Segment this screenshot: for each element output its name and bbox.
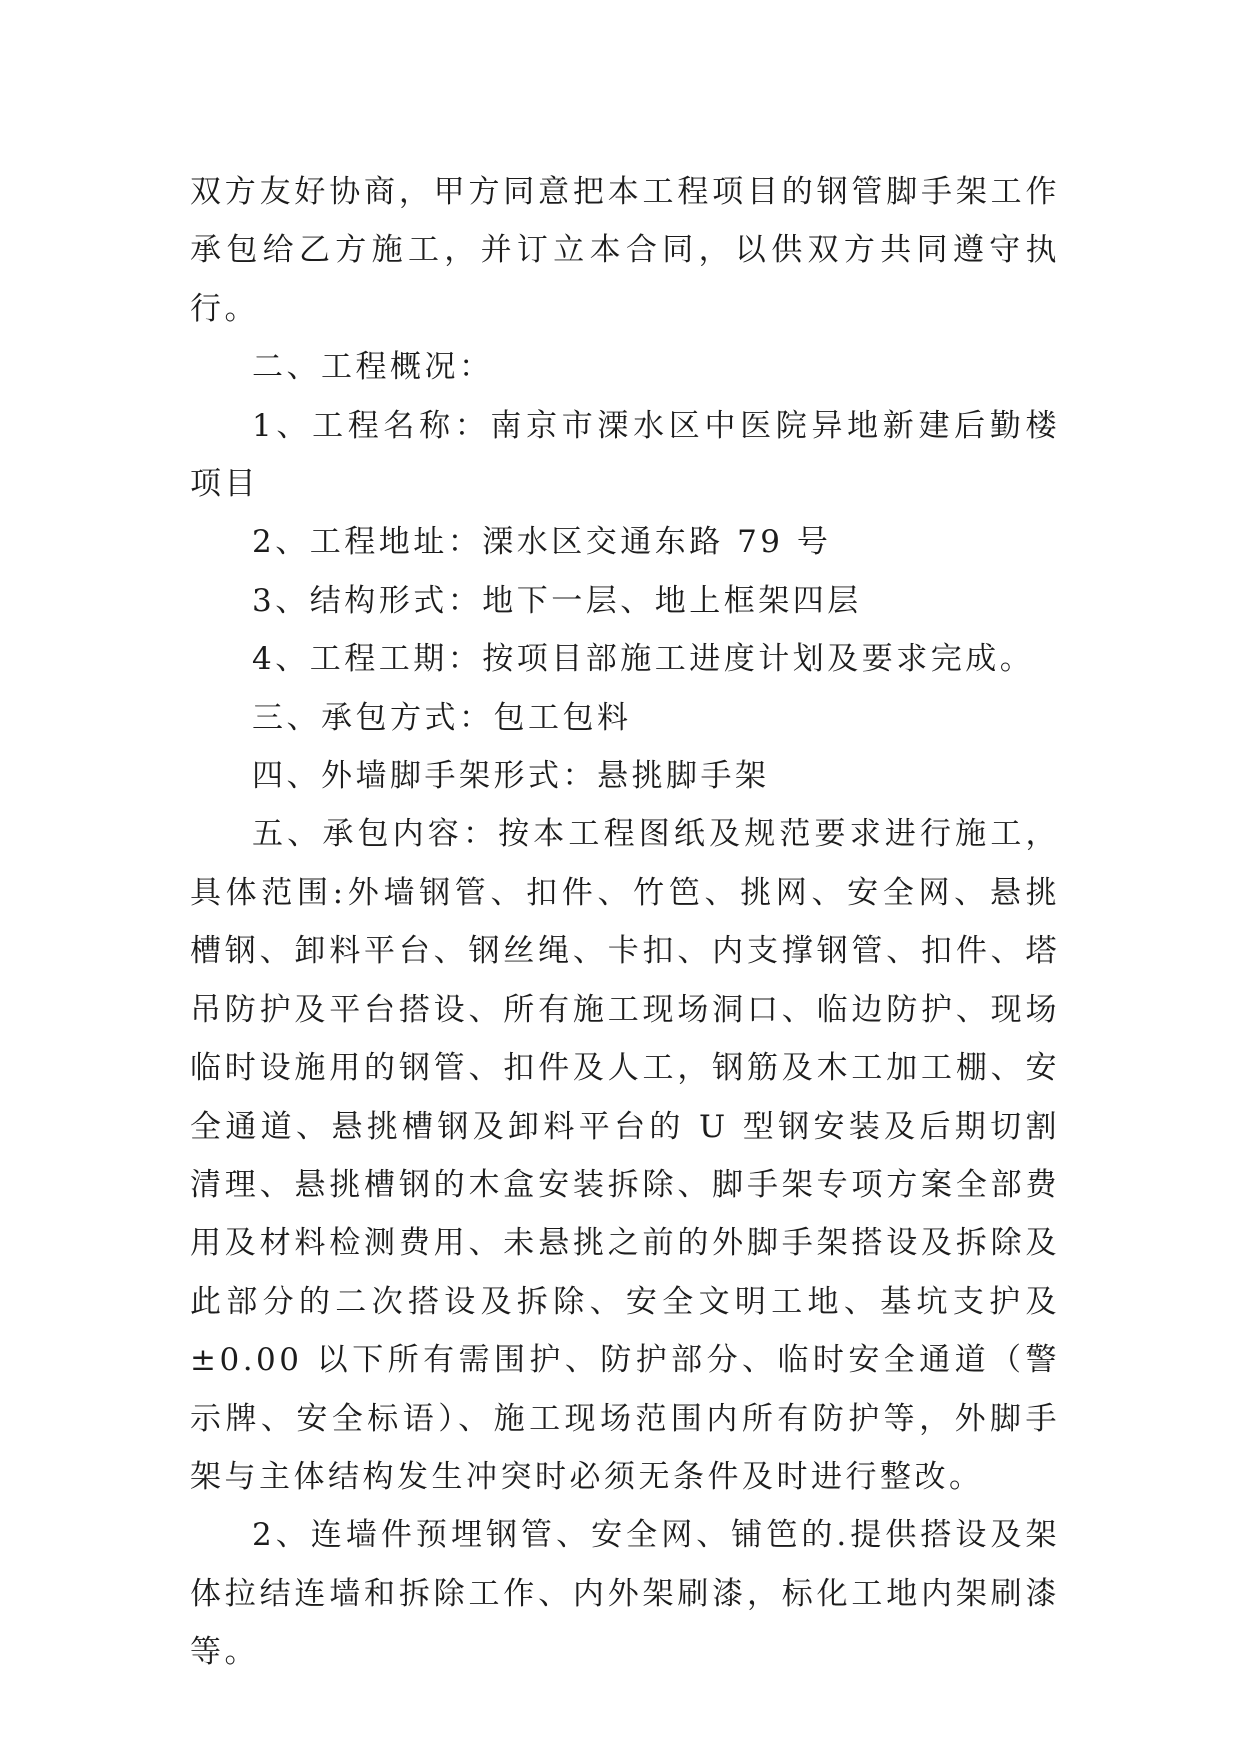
document-body bbox=[190, 163, 1060, 1682]
heading-project-overview: 二、工程概况： bbox=[252, 349, 494, 386]
paragraph-structure-type: 3、结构形式：地下一层、地上框架四层 bbox=[252, 582, 862, 619]
paragraph-project-name: 1、工程名称：南京市溧水区中医院异地新建后勤楼项目 bbox=[190, 407, 1060, 503]
paragraph-project-duration: 4、工程工期：按项目部施工进度计划及要求完成。 bbox=[252, 641, 1035, 678]
paragraph-contract-scope: 五、承包内容：按本工程图纸及规范要求进行施工，具体范围:外墙钢管、扣件、竹笆、挑网、安全网、悬挑槽钢、卸料平台、钢丝绳、卡扣、内支撑钢管、扣件、塔吊防护及平台搭设、所有施工现场洞口、临边防护、现场临时设施用的钢管、扣件及人工，钢筋及木工加工棚、安全通道、悬挑槽钢及卸料平台的 U 型钢安装及后期切割清理、悬挑槽钢的木盒安装拆除、脚手架专项方案全部费用及材料检测费用、未悬挑之前的外脚手架搭设及拆除及此部分的二次搭设及拆除、安全文明工地、基坑支护及±0.00 以下所有需围护、防护部分、临时安全通道（警示牌、安全标语）、施工现场范围内所有防护等，外脚手架与主体结构发生冲突时必须无条件及时进行整改。 bbox=[190, 816, 1060, 1495]
heading-contract-method: 三、承包方式：包工包料 bbox=[252, 699, 632, 736]
paragraph-intro: 双方友好协商，甲方同意把本工程项目的钢管脚手架工作承包给乙方施工，并订立本合同，以供双方共同遵守执行。 bbox=[190, 174, 1060, 327]
paragraph-wall-ties: 2、连墙件预埋钢管、安全网、铺笆的.提供搭设及架体拉结连墙和拆除工作、内外架刷漆，标化工地内架刷漆等。 bbox=[190, 1517, 1060, 1671]
paragraph-project-address: 2、工程地址：溧水区交通东路 79 号 bbox=[252, 524, 832, 561]
heading-scaffold-type: 四、外墙脚手架形式：悬挑脚手架 bbox=[252, 758, 770, 795]
